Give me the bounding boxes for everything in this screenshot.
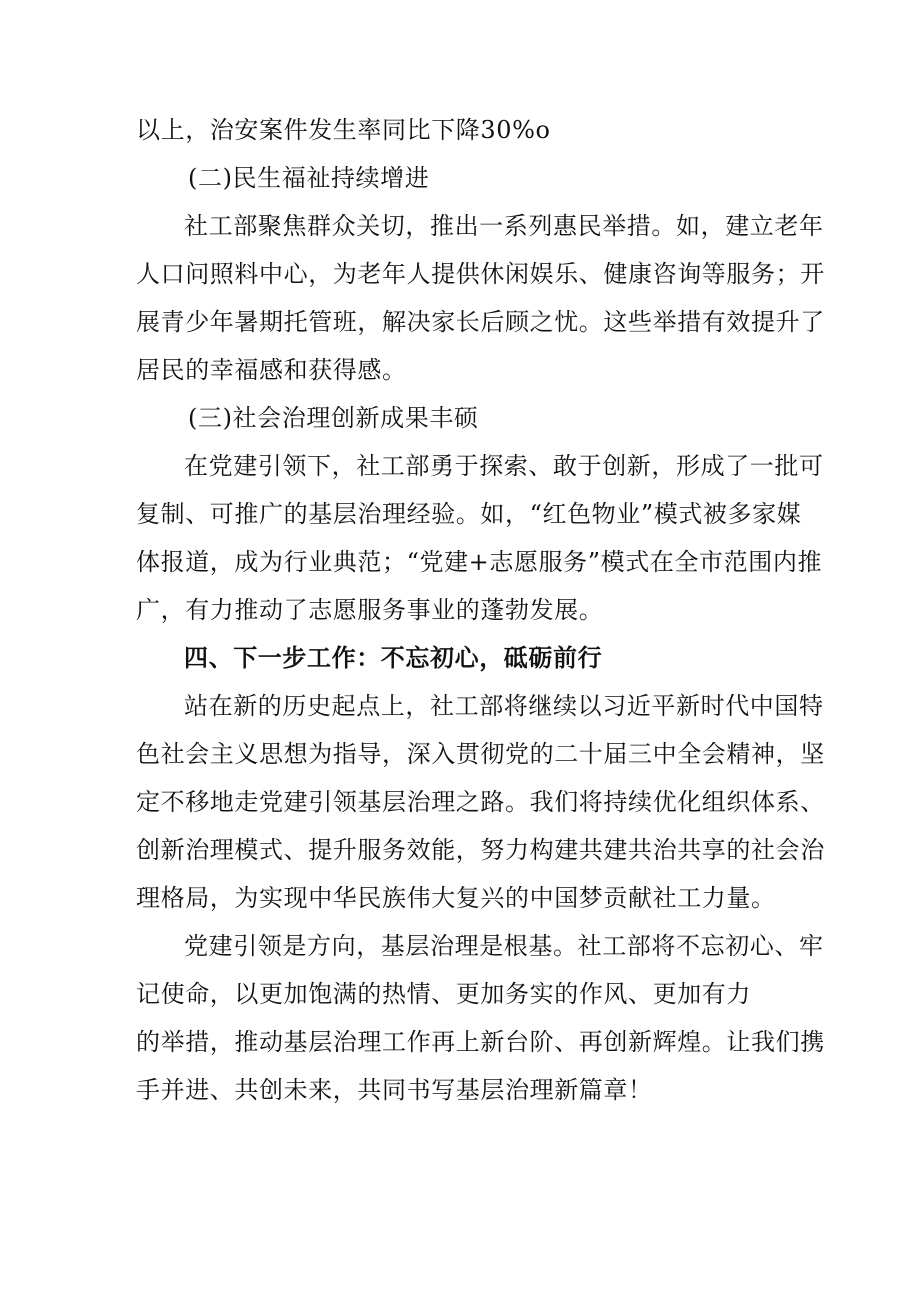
paragraph-line: 站在新的历史起点上，社工部将继续以习近平新时代中国特 [184,692,824,720]
paragraph-line: 社工部聚焦群众关切，推出一系列惠民举措。如，建立老年 [184,212,824,240]
chapter-heading: 四、下一步工作：不忘初心，砥砺前行 [184,643,603,672]
paragraph-line: 定不移地走党建引领基层治理之路。我们将持续优化组织体系、 [136,788,825,816]
paragraph-line: 以上，治安案件发生率同比下降30%o [136,116,551,144]
paragraph-line: 展青少年暑期托管班，解决家长后顾之忧。这些举措有效提升了 [136,308,825,336]
paragraph-line: 体报道，成为行业典范；“党建+志愿服务”模式在全市范围内推 [136,548,823,576]
section-heading: (三)社会治理创新成果丰硕 [188,404,479,432]
paragraph-line: 党建引领是方向，基层治理是根基。社工部将不忘初心、牢 [184,932,824,960]
paragraph-line: 复制、可推广的基层治理经验。如，“红色物业”模式被多家媒 [136,500,802,528]
section-heading: (二)民生福祉持续增进 [188,164,430,192]
paragraph-line: 记使命，以更加饱满的热情、更加务实的作风、更加有力 [136,980,751,1008]
paragraph-line: 在党建引领下，社工部勇于探索、敢于创新，形成了一批可 [184,452,824,480]
paragraph-line: 居民的幸福感和获得感。 [136,356,407,384]
paragraph-line: 广，有力推动了志愿服务事业的蓬勃发展。 [136,596,604,624]
paragraph-line: 的举措，推动基层治理工作再上新台阶、再创新辉煌。让我们携 [136,1028,825,1056]
paragraph-line: 人口问照料中心，为老年人提供休闲娱乐、健康咨询等服务；开 [136,260,825,288]
paragraph-line: 手并进、共创未来，共同书写基层治理新篇章！ [136,1076,653,1104]
paragraph-line: 创新治理模式、提升服务效能，努力构建共建共治共享的社会治 [136,836,825,864]
paragraph-line: 色社会主义思想为指导，深入贯彻党的二十届三中全会精神，坚 [136,740,825,768]
paragraph-line: 理格局，为实现中华民族伟大复兴的中国梦贡献社工力量。 [136,884,776,912]
